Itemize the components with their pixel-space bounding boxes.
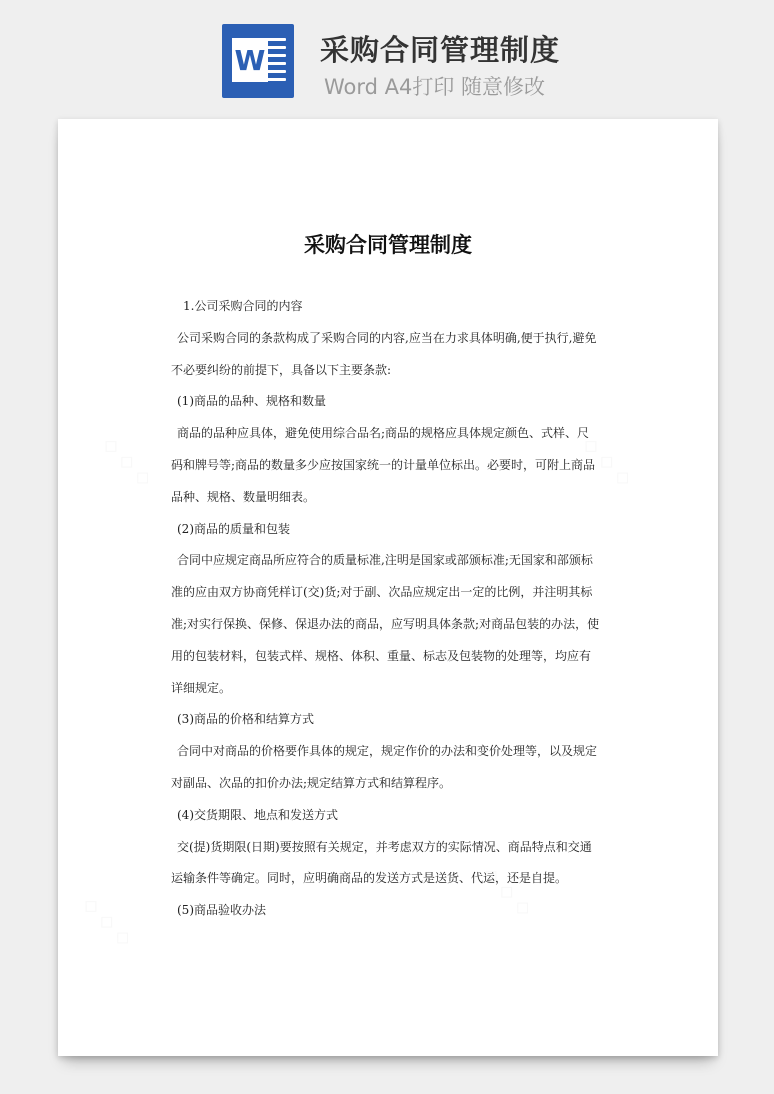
section-heading: 1.公司采购合同的内容 (183, 299, 303, 313)
watermark: ◇ ◇ ◇ (78, 891, 138, 951)
subsection-heading: (2)商品的质量和包装 (177, 521, 290, 536)
header-title: 采购合同管理制度 (320, 33, 561, 67)
watermark: ◇ ◇ ◇ (478, 861, 538, 921)
paragraph: 交(提)货期限(日期)要按照有关规定，并考虑双方的实际情况、商品特点和交通运输条件等确定。同时，应明确商品的发送方式是送货、代运，还是自提。 (171, 839, 592, 886)
subsection-heading: (3)商品的价格和结算方式 (177, 712, 314, 727)
header-subtitle: Word A4打印 随意修改 (324, 75, 546, 99)
word-document-icon (222, 24, 294, 98)
document-title: 采购合同管理制度 (304, 232, 472, 257)
paragraph: 合同中对商品的价格要作具体的规定，规定作价的办法和变价处理等，以及规定对副品、次品的扣价办法;规定结算方式和结算程序。 (171, 744, 598, 790)
document-page (58, 119, 718, 1056)
paragraph: 合同中应规定商品所应符合的质量标准,注明是国家或部颁标准;无国家和部颁标准的应由双方协商凭样订(交)货;对于副、次品应规定出一定的比例，并注明其标准;对实行保换、保修、保退办法的商品，应写明具体条款;对商品包装的办法，使用的包装材料，包装式样、规格、体积、重量、标志及包装物的处理等，均应有详细规定。 (171, 553, 600, 695)
document-body (171, 291, 601, 927)
page-header (0, 0, 774, 112)
paragraph: 商品的品种应具体，避免使用综合品名;商品的规格应具体规定颜色、式样、尺码和牌号等;商品的数量多少应按国家统一的计量单位标出。必要时，可附上商品品种、规格、数量明细表。 (171, 426, 596, 504)
paragraph: 公司采购合同的条款构成了采购合同的内容,应当在力求具体明确,便于执行,避免不必要纠纷的前提下，具备以下主要条款: (171, 330, 597, 377)
subsection-heading: (5)商品验收办法 (177, 903, 266, 918)
word-letter-icon: W (232, 38, 268, 82)
watermark: ◇ ◇ ◇ (98, 431, 158, 491)
watermark: ◇ ◇ ◇ (578, 431, 638, 491)
subsection-heading: (4)交货期限、地点和发送方式 (177, 807, 338, 822)
subsection-heading: (1)商品的品种、规格和数量 (177, 394, 326, 409)
